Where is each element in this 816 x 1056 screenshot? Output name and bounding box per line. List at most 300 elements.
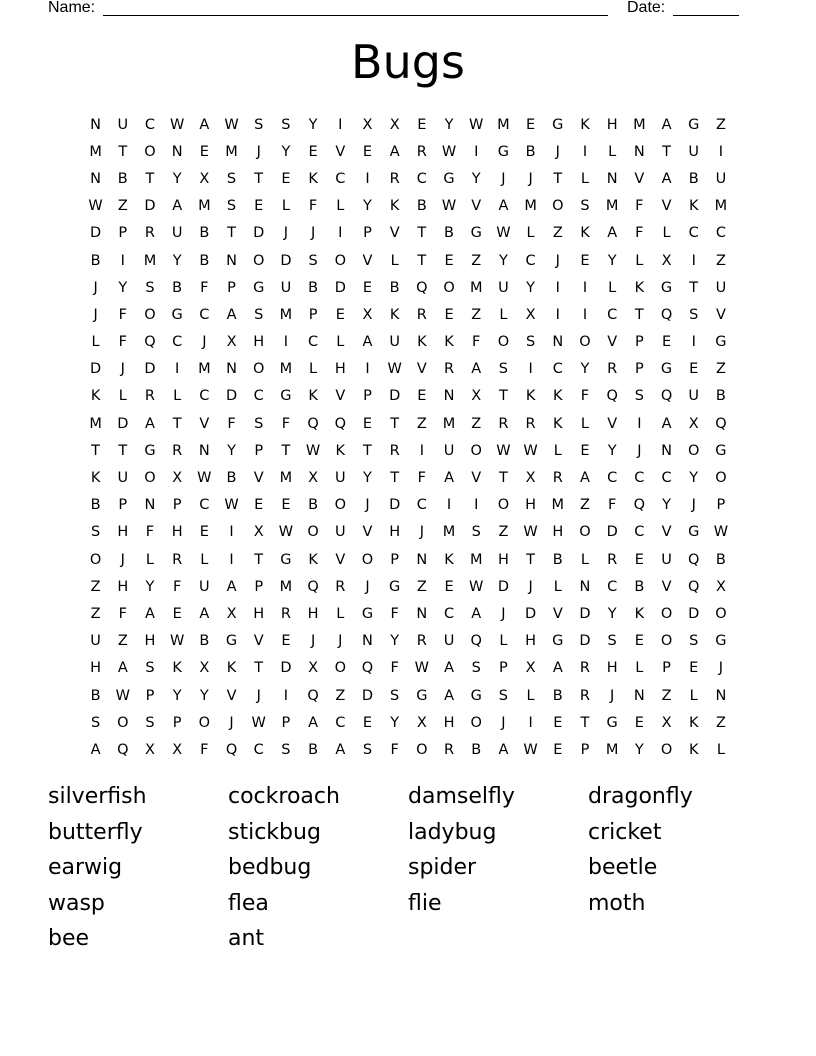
grid-letter: Z: [335, 687, 346, 704]
grid-letter: J: [120, 361, 125, 378]
grid-letter: W: [224, 497, 239, 514]
grid-letter: K: [525, 388, 536, 405]
grid-letter: X: [661, 714, 672, 731]
grid-letter: J: [202, 334, 207, 351]
grid-letter: H: [525, 497, 537, 514]
grid-letter: F: [390, 660, 399, 677]
grid-letter: J: [528, 578, 533, 595]
grid-letter: R: [443, 741, 455, 758]
grid-letter: Z: [471, 252, 482, 269]
grid-letter: A: [226, 306, 237, 323]
grid-letter: T: [498, 470, 508, 487]
grid-letter: E: [281, 497, 291, 514]
grid-letter: I: [691, 252, 696, 269]
grid-letter: B: [172, 279, 183, 296]
grid-letter: L: [553, 578, 562, 595]
grid-letter: O: [334, 497, 346, 514]
grid-letter: T: [390, 470, 400, 487]
grid-letter: B: [308, 279, 319, 296]
grid-letter: O: [579, 524, 591, 541]
grid-letter: T: [145, 170, 155, 187]
grid-letter: E: [417, 116, 427, 133]
grid-letter: N: [633, 687, 645, 704]
grid-letter: X: [688, 415, 699, 432]
grid-letter: E: [634, 551, 644, 568]
grid-letter: Y: [227, 442, 236, 459]
grid-letter: H: [144, 633, 156, 650]
grid-letter: A: [117, 660, 128, 677]
grid-letter: F: [417, 470, 427, 487]
grid-letter: Y: [471, 170, 481, 187]
grid-letter: G: [497, 143, 510, 160]
name-label: Name:: [48, 0, 96, 16]
grid-letter: V: [661, 578, 672, 595]
word-list-item: bee: [48, 926, 90, 951]
grid-letter: U: [498, 279, 509, 296]
grid-letter: U: [334, 470, 346, 487]
grid-letter: D: [90, 361, 102, 378]
grid-letter: K: [553, 388, 563, 405]
grid-letter: X: [308, 470, 319, 487]
word-list-item: silverfish: [48, 784, 147, 809]
word-list-item: ant: [228, 926, 265, 951]
grid-letter: K: [580, 225, 590, 242]
grid-letter: Z: [498, 524, 509, 541]
grid-letter: M: [442, 415, 456, 432]
grid-letter: E: [661, 334, 672, 351]
grid-letter: C: [144, 116, 156, 133]
grid-letter: K: [335, 442, 346, 459]
grid-letter: W: [224, 116, 239, 133]
grid-letter: A: [335, 741, 346, 758]
grid-letter: Y: [607, 605, 617, 622]
word-list-item: dragonfly: [588, 784, 693, 809]
grid-letter: M: [442, 524, 456, 541]
grid-letter: K: [580, 116, 590, 133]
grid-letter: Z: [552, 225, 563, 242]
grid-letter: D: [688, 605, 700, 622]
grid-letter: V: [362, 252, 373, 269]
grid-letter: R: [443, 361, 455, 378]
grid-letter: V: [416, 361, 427, 378]
grid-letter: T: [553, 170, 563, 187]
grid-letter: L: [118, 388, 127, 405]
grid-letter: X: [172, 741, 183, 758]
grid-letter: V: [661, 524, 672, 541]
grid-letter: Z: [661, 687, 672, 704]
grid-letter: F: [200, 741, 209, 758]
grid-letter: Z: [416, 578, 427, 595]
grid-letter: W: [469, 116, 484, 133]
grid-letter: O: [89, 551, 102, 568]
grid-letter: S: [525, 334, 536, 351]
grid-letter: H: [525, 633, 537, 650]
grid-letter: O: [253, 252, 265, 269]
grid-letter: A: [580, 470, 590, 487]
grid-letter: J: [310, 633, 316, 650]
grid-letter: L: [608, 279, 617, 296]
grid-letter: G: [660, 361, 673, 378]
grid-letter: L: [580, 551, 590, 568]
grid-letter: K: [308, 170, 318, 187]
grid-letter: D: [225, 388, 238, 405]
grid-letter: D: [144, 198, 156, 215]
grid-letter: I: [528, 361, 533, 378]
grid-letter: K: [688, 741, 699, 758]
grid-letter: S: [254, 415, 264, 432]
grid-letter: F: [390, 605, 399, 622]
grid-letter: S: [281, 116, 291, 133]
grid-letter: E: [362, 143, 373, 160]
word-list-item: bedbug: [228, 855, 312, 880]
grid-letter: R: [172, 551, 183, 568]
grid-letter: I: [446, 497, 452, 514]
grid-letter: Q: [307, 687, 319, 704]
grid-letter: O: [443, 279, 455, 296]
grid-letter: E: [281, 170, 291, 187]
grid-letter: V: [552, 605, 563, 622]
grid-letter: N: [171, 143, 183, 160]
grid-row: [82, 111, 742, 138]
grid-letter: D: [606, 524, 618, 541]
grid-letter: G: [552, 116, 564, 133]
grid-letter: J: [93, 306, 98, 323]
grid-letter: W: [441, 198, 457, 215]
grid-letter: D: [579, 605, 591, 622]
grid-letter: M: [89, 415, 102, 432]
date-label: Date:: [627, 0, 666, 16]
grid-letter: E: [362, 714, 373, 731]
grid-letter: M: [143, 252, 157, 269]
grid-letter: L: [526, 225, 535, 242]
grid-letter: K: [634, 279, 645, 296]
grid-letter: X: [525, 306, 536, 323]
grid-letter: L: [145, 551, 155, 568]
grid-letter: T: [417, 252, 427, 269]
grid-letter: B: [552, 687, 563, 704]
grid-letter: X: [253, 524, 264, 541]
grid-letter: C: [335, 170, 346, 187]
grid-letter: T: [526, 551, 536, 568]
grid-letter: J: [338, 633, 343, 650]
grid-letter: N: [661, 442, 672, 459]
grid-letter: D: [144, 361, 156, 378]
grid-letter: F: [580, 388, 590, 405]
grid-letter: S: [362, 741, 373, 758]
grid-letter: P: [281, 714, 291, 731]
grid-letter: P: [254, 578, 264, 595]
grid-letter: V: [715, 306, 726, 323]
grid-letter: D: [280, 660, 292, 677]
grid-letter: M: [279, 306, 293, 323]
grid-letter: K: [90, 470, 101, 487]
grid-letter: E: [689, 660, 699, 677]
grid-letter: F: [635, 198, 644, 215]
grid-letter: H: [171, 524, 183, 541]
grid-letter: D: [525, 605, 537, 622]
grid-letter: B: [90, 687, 101, 704]
grid-letter: L: [173, 388, 182, 405]
grid-letter: T: [281, 442, 291, 459]
grid-letter: P: [172, 714, 182, 731]
grid-letter: R: [498, 415, 509, 432]
grid-letter: Z: [90, 578, 101, 595]
grid-row: [82, 301, 742, 328]
grid-letter: I: [229, 551, 234, 568]
grid-letter: L: [526, 687, 535, 704]
grid-letter: C: [607, 470, 618, 487]
grid-letter: V: [226, 687, 237, 704]
grid-letter: F: [118, 605, 127, 622]
grid-letter: L: [499, 633, 508, 650]
grid-letter: E: [553, 741, 563, 758]
grid-letter: G: [470, 687, 482, 704]
grid-letter: C: [607, 578, 618, 595]
grid-letter: Q: [470, 633, 482, 650]
grid-letter: H: [606, 660, 618, 677]
grid-letter: E: [199, 524, 209, 541]
grid-letter: P: [363, 225, 372, 242]
grid-letter: S: [145, 279, 155, 296]
grid-letter: S: [471, 524, 481, 541]
grid-letter: O: [361, 551, 374, 568]
grid-letter: D: [497, 578, 509, 595]
grid-letter: C: [199, 497, 210, 514]
grid-letter: M: [279, 361, 293, 378]
grid-letter: U: [171, 225, 183, 242]
grid-letter: I: [338, 225, 343, 242]
grid-letter: Q: [660, 306, 673, 323]
grid-letter: E: [172, 605, 182, 622]
grid-row: [82, 165, 742, 192]
grid-letter: G: [171, 306, 183, 323]
grid-letter: U: [389, 334, 400, 351]
grid-letter: J: [256, 143, 261, 160]
grid-letter: W: [169, 116, 185, 133]
grid-row: [82, 410, 742, 437]
grid-letter: D: [361, 687, 374, 704]
grid-letter: I: [691, 334, 696, 351]
grid-letter: G: [470, 225, 482, 242]
grid-letter: D: [117, 415, 129, 432]
grid-letter: F: [118, 334, 127, 351]
grid-letter: L: [499, 306, 508, 323]
grid-letter: F: [635, 225, 644, 242]
grid-letter: W: [441, 143, 457, 160]
grid-letter: A: [90, 741, 101, 758]
grid-letter: G: [225, 633, 238, 650]
grid-letter: H: [90, 660, 102, 677]
grid-letter: W: [523, 741, 538, 758]
grid-letter: G: [715, 442, 727, 459]
grid-letter: Q: [307, 415, 319, 432]
grid-letter: T: [498, 388, 508, 405]
grid-row: [82, 492, 742, 519]
grid-row: [82, 573, 742, 600]
grid-letter: I: [338, 116, 343, 133]
grid-letter: I: [474, 143, 479, 160]
grid-letter: U: [688, 388, 700, 405]
grid-letter: O: [715, 605, 727, 622]
grid-letter: N: [362, 633, 373, 650]
grid-letter: B: [117, 170, 128, 187]
grid-letter: M: [605, 198, 619, 215]
grid-letter: X: [226, 334, 237, 351]
grid-letter: N: [90, 170, 102, 187]
grid-row: [82, 356, 742, 383]
grid-letter: N: [443, 388, 455, 405]
grid-letter: M: [225, 143, 238, 160]
grid-letter: G: [552, 633, 564, 650]
grid-letter: O: [117, 714, 129, 731]
grid-letter: B: [525, 143, 536, 160]
grid-letter: V: [253, 470, 264, 487]
grid-letter: X: [416, 714, 427, 731]
grid-letter: P: [227, 279, 236, 296]
grid-letter: S: [254, 116, 264, 133]
grid-letter: T: [118, 442, 128, 459]
grid-letter: O: [497, 497, 510, 514]
grid-letter: A: [498, 741, 509, 758]
grid-letter: S: [90, 714, 101, 731]
grid-letter: U: [688, 143, 700, 160]
grid-letter: O: [144, 143, 156, 160]
grid-letter: W: [414, 660, 430, 677]
grid-letter: P: [254, 442, 264, 459]
grid-letter: J: [718, 660, 724, 677]
name-blank-line: [103, 0, 608, 16]
grid-letter: N: [226, 361, 237, 378]
grid-letter: R: [389, 442, 400, 459]
grid-letter: I: [283, 334, 289, 351]
grid-letter: U: [661, 551, 672, 568]
grid-letter: U: [443, 633, 455, 650]
grid-letter: A: [226, 578, 237, 595]
grid-letter: R: [416, 306, 427, 323]
grid-letter: U: [280, 279, 292, 296]
grid-row: [82, 329, 742, 356]
grid-letter: Q: [144, 334, 156, 351]
grid-letter: J: [528, 170, 533, 187]
grid-letter: B: [715, 551, 726, 568]
grid-letter: J: [501, 170, 506, 187]
grid-letter: P: [716, 497, 726, 514]
grid-letter: W: [387, 361, 402, 378]
grid-letter: T: [118, 143, 128, 160]
grid-letter: M: [551, 497, 565, 514]
grid-letter: N: [144, 497, 156, 514]
grid-letter: X: [199, 660, 210, 677]
grid-letter: A: [552, 660, 563, 677]
grid-letter: P: [390, 551, 400, 568]
grid-letter: U: [117, 116, 129, 133]
grid-letter: O: [660, 741, 673, 758]
grid-letter: T: [227, 225, 236, 242]
grid-letter: O: [334, 660, 346, 677]
grid-letter: L: [336, 198, 345, 215]
grid-letter: O: [307, 524, 319, 541]
grid-letter: S: [689, 633, 699, 650]
grid-letter: B: [199, 225, 210, 242]
grid-letter: R: [389, 170, 400, 187]
grid-letter: U: [334, 524, 346, 541]
grid-letter: A: [444, 660, 454, 677]
grid-letter: E: [689, 361, 699, 378]
word-list-item: flea: [228, 890, 269, 916]
grid-letter: O: [715, 470, 727, 487]
grid-letter: B: [90, 252, 101, 269]
grid-letter: G: [715, 633, 727, 650]
grid-letter: W: [523, 524, 538, 541]
grid-letter: J: [365, 497, 370, 514]
grid-letter: C: [634, 524, 645, 541]
grid-letter: I: [718, 143, 724, 160]
grid-letter: I: [474, 497, 479, 514]
word-list-item: damselfly: [408, 784, 515, 809]
grid-row: [82, 628, 742, 655]
grid-letter: Z: [715, 714, 726, 731]
grid-letter: Y: [580, 361, 590, 378]
grid-letter: F: [390, 741, 399, 758]
grid-letter: U: [715, 279, 727, 296]
grid-letter: L: [689, 687, 698, 704]
grid-letter: L: [580, 170, 590, 187]
grid-letter: I: [365, 170, 370, 187]
grid-letter: Z: [416, 415, 427, 432]
grid-letter: S: [145, 660, 155, 677]
grid-row: [82, 247, 742, 274]
grid-letter: R: [416, 143, 427, 160]
grid-letter: M: [469, 279, 483, 296]
grid-letter: R: [335, 578, 346, 595]
grid-letter: C: [416, 497, 427, 514]
grid-letter: I: [419, 442, 424, 459]
grid-letter: B: [90, 497, 101, 514]
grid-letter: G: [606, 714, 618, 731]
grid-letter: G: [144, 442, 156, 459]
grid-letter: C: [308, 334, 319, 351]
grid-letter: K: [226, 660, 237, 677]
word-list-item: wasp: [48, 890, 105, 916]
grid-letter: T: [580, 714, 590, 731]
grid-letter: C: [715, 225, 726, 242]
grid-letter: Y: [390, 633, 400, 650]
grid-letter: L: [580, 415, 590, 432]
grid-letter: S: [281, 741, 291, 758]
grid-letter: M: [497, 116, 510, 133]
grid-letter: K: [444, 334, 454, 351]
grid-letter: J: [120, 551, 125, 568]
grid-letter: G: [715, 334, 727, 351]
grid-letter: E: [444, 306, 454, 323]
grid-letter: F: [145, 524, 155, 541]
grid-row: [82, 437, 742, 464]
grid-letter: D: [389, 388, 401, 405]
grid-letter: B: [308, 741, 319, 758]
grid-letter: H: [552, 524, 564, 541]
grid-letter: L: [336, 334, 345, 351]
grid-letter: L: [716, 741, 725, 758]
grid-letter: X: [715, 578, 726, 595]
grid-letter: Y: [118, 279, 128, 296]
grid-letter: F: [118, 306, 127, 323]
grid-letter: J: [501, 605, 506, 622]
grid-letter: W: [713, 524, 729, 541]
grid-letter: Y: [199, 687, 209, 704]
grid-letter: J: [419, 524, 424, 541]
grid-letter: F: [281, 415, 291, 432]
grid-letter: F: [308, 198, 318, 215]
